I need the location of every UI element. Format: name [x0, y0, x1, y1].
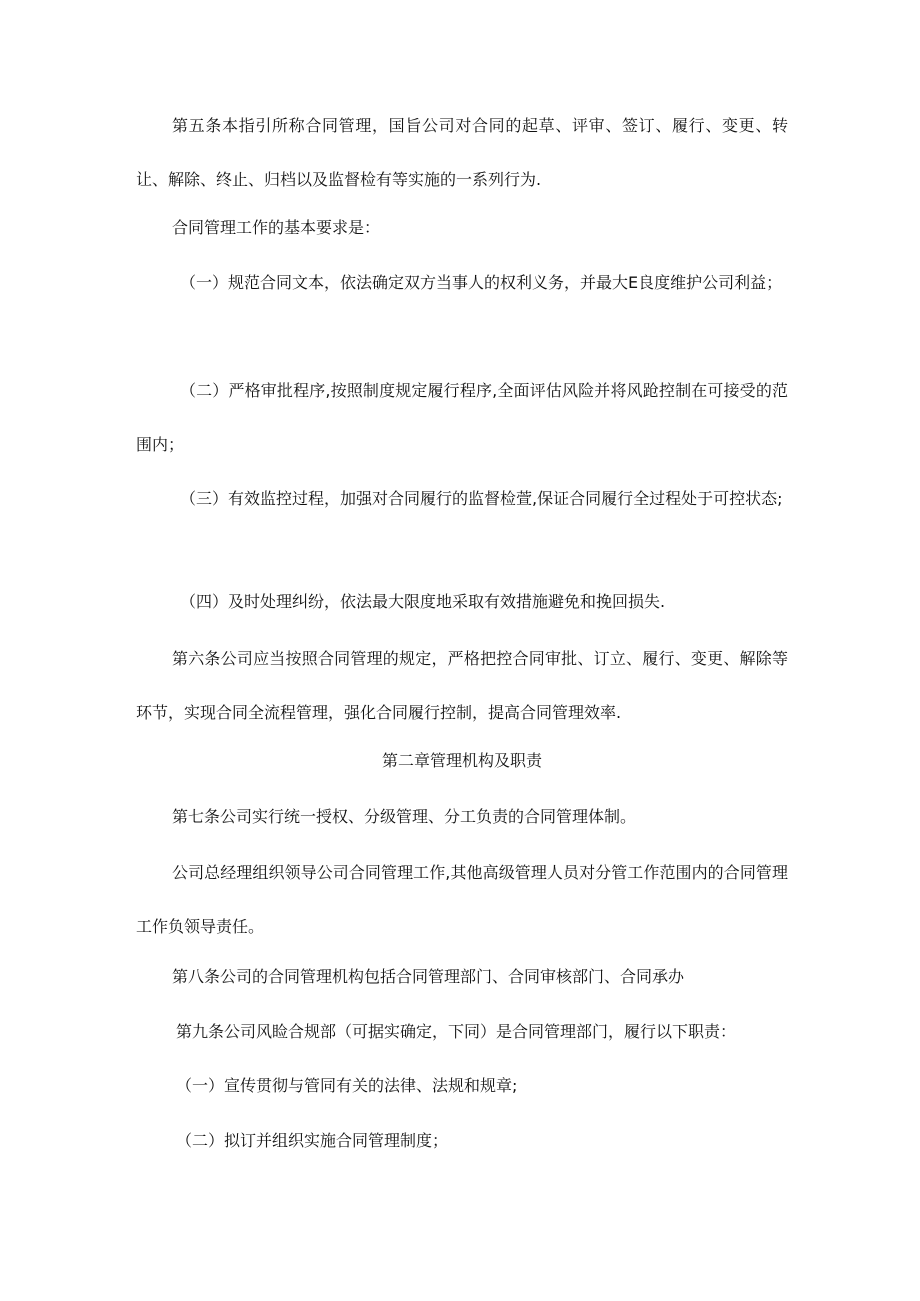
paragraph-requirement-4: （四）及时处理纠纷，依法最大限度地采取有效措施避免和挽回损失.: [180, 592, 666, 611]
paragraph-duty-1: （一）宣传贯彻与管同有关的法律、法规和规章;: [176, 1076, 518, 1095]
chapter-2-heading: 第二章管理机构及职责: [381, 751, 542, 770]
paragraph-duty-2: （二）拟订并组织实施合同管理制度；: [176, 1131, 449, 1150]
paragraph-article-7: 第七条公司实行统一授权、分级管理、分工负责的合同管理体制。: [172, 807, 637, 826]
paragraph-requirement-1: （一）规范合同文本，依法确定双方当事人的权利义务，并最大E良度维护公司利益；: [180, 273, 783, 292]
paragraph-general-manager: 公司总经理组织领导公司合同管理工作,其他高级管理人员对分管工作范围内的合同管理工作负领导责任。: [136, 863, 788, 936]
paragraph-article-8: 第八条公司的合同管理机构包括合同管理部门、合同审核部门、合同承办: [172, 967, 685, 986]
paragraph-article-9: 第九条公司风睑合规部（可据实确定，下同）是合同管理部门，履行以下职责：: [176, 1022, 737, 1041]
paragraph-article-5: 第五条本指引所称合同管理，国旨公司对合同的起草、评审、签订、履行、变更、转让、解除、终止、归档以及监督检有等实施的一系列行为.: [136, 116, 788, 189]
paragraph-article-6: 第六条公司应当按照合同管理的规定，严格把控合同审批、订立、履行、变更、解除等环节，实现合同全流程管理，强化合同履行控制，提高合同管理效率.: [136, 649, 788, 722]
paragraph-requirement-2: （二）严格审批程序,按照制度规定履行程序,全面评估风险并将风跄控制在可接受的范围内；: [136, 381, 788, 454]
paragraph-requirement-3: （三）有效监控过程，加强对合同履行的监督检萱,保证合同履行全过程处于可控状态;: [180, 489, 783, 508]
paragraph-basic-requirements: 合同管理工作的基本要求是：: [172, 218, 381, 237]
